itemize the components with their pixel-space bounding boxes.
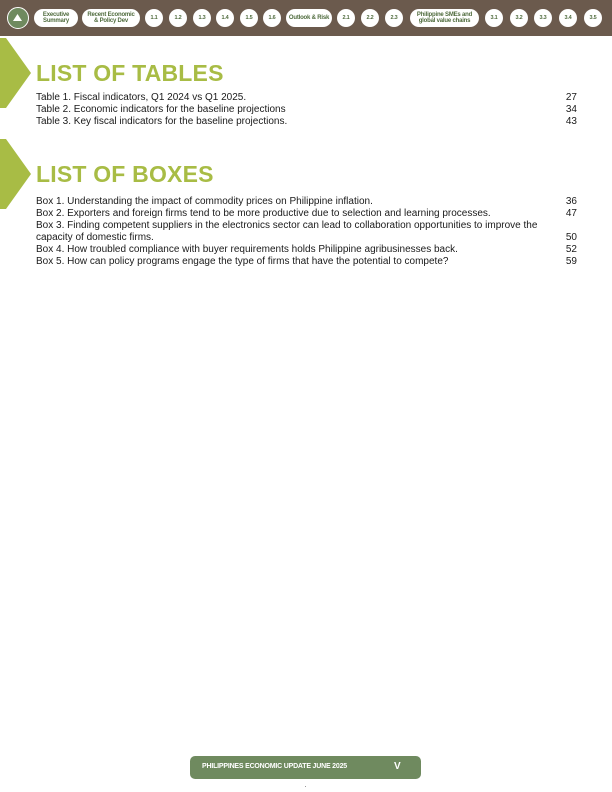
nav-section-1-1[interactable]: 1.1 [145, 9, 163, 27]
nav-section-2-1[interactable]: 2.1 [337, 9, 355, 27]
up-arrow-icon [12, 12, 23, 23]
nav-section-1-6[interactable]: 1.6 [263, 9, 281, 27]
nav-section-3-4[interactable]: 3.4 [559, 9, 577, 27]
entry-title: Box 1. Understanding the impact of commodity prices on Philippine inflation. [36, 196, 373, 207]
list-of-tables-heading: LIST OF TABLES [36, 60, 224, 86]
entry-page-number: 47 [565, 208, 577, 219]
list-of-boxes-heading: LIST OF BOXES [36, 161, 214, 187]
decorative-dot [305, 786, 306, 787]
entry-title: Box 4. How troubled compliance with buyer requirements holds Philippine agribusinesses back. [36, 244, 458, 255]
nav-section-3-1[interactable]: 3.1 [485, 9, 503, 27]
entry-page-number: 36 [565, 196, 577, 207]
nav-philippine-smes-gvc[interactable]: Philippine SMEs and global value chains [410, 9, 479, 27]
entry-page-number: 27 [565, 92, 577, 103]
list-item[interactable] [36, 256, 577, 268]
page-number: V [394, 761, 401, 772]
section-chevron-boxes [0, 139, 32, 209]
list-item[interactable] [36, 244, 577, 256]
publication-title: PHILIPPINES ECONOMIC UPDATE JUNE 2025 [202, 763, 347, 770]
tables-list [36, 92, 577, 128]
top-navigation-bar [0, 0, 612, 36]
nav-section-2-2[interactable]: 2.2 [361, 9, 379, 27]
entry-page-number: 43 [565, 116, 577, 127]
entry-title: Table 3. Key fiscal indicators for the baseline projections. [36, 116, 288, 127]
list-item[interactable] [36, 208, 577, 220]
entry-page-number: 59 [565, 256, 577, 267]
entry-title: Table 1. Fiscal indicators, Q1 2024 vs Q1 2025. [36, 92, 247, 103]
entry-title: Box 2. Exporters and foreign firms tend to be more productive due to selection and learning processes. [36, 208, 491, 219]
entry-page-number: 50 [565, 232, 577, 243]
nav-section-1-5[interactable]: 1.5 [240, 9, 258, 27]
entry-title: Box 5. How can policy programs engage the type of firms that have the potential to compete? [36, 256, 449, 267]
list-item[interactable] [36, 92, 577, 104]
entry-page-number: 34 [565, 104, 577, 115]
nav-section-1-2[interactable]: 1.2 [169, 9, 187, 27]
entry-title: Table 2. Economic indicators for the baseline projections [36, 104, 286, 115]
section-chevron-tables [0, 38, 32, 108]
list-item[interactable] [36, 104, 577, 116]
nav-section-1-3[interactable]: 1.3 [193, 9, 211, 27]
nav-section-3-2[interactable]: 3.2 [510, 9, 528, 27]
list-item[interactable] [36, 220, 577, 244]
entry-title: Box 3. Finding competent suppliers in the electronics sector can lead to collaboration opportunities to improve the capacity of domestic firms. [36, 220, 538, 243]
back-to-top-button[interactable] [7, 7, 29, 29]
page-footer [190, 756, 421, 779]
nav-section-1-4[interactable]: 1.4 [216, 9, 234, 27]
nav-section-3-3[interactable]: 3.3 [534, 9, 552, 27]
nav-outlook-risk[interactable]: Outlook & Risk [286, 9, 332, 27]
nav-recent-economic-policy-dev[interactable]: Recent Economic & Policy Dev [82, 9, 140, 27]
nav-executive-summary[interactable]: Executive Summary [34, 9, 78, 27]
list-item[interactable] [36, 196, 577, 208]
entry-page-number: 52 [565, 244, 577, 255]
boxes-list [36, 196, 577, 268]
nav-section-3-5[interactable]: 3.5 [584, 9, 602, 27]
nav-section-2-3[interactable]: 2.3 [385, 9, 403, 27]
list-item[interactable] [36, 116, 577, 128]
